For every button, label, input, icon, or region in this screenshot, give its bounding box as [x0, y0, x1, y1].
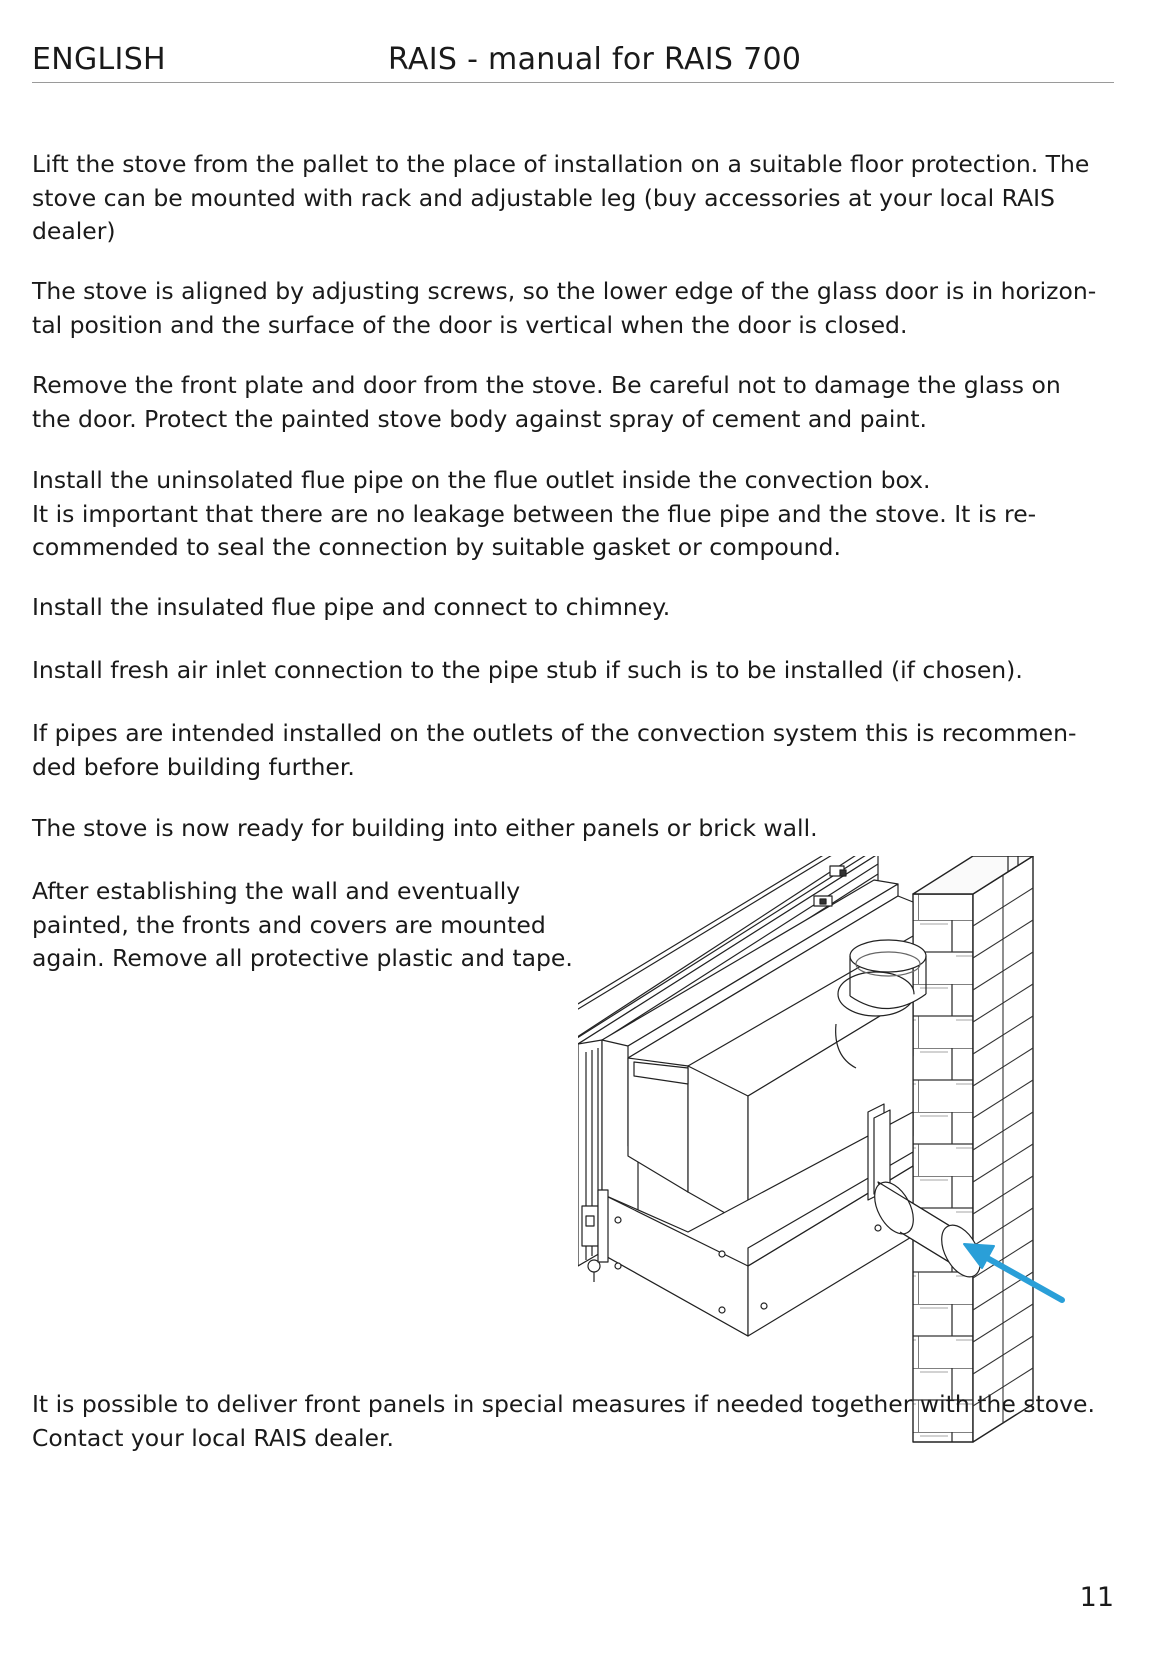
paragraph-line: The stove is aligned by adjusting screws, so the lower edge of the glass door is in horizon- — [32, 277, 1097, 305]
paragraph-line: Lift the stove from the pallet to the place of installation on a suitable floor protection. The — [32, 150, 1090, 178]
paragraph-line: tal position and the surface of the door is vertical when the door is closed. — [32, 310, 908, 339]
paragraph-line: The stove is now ready for building into either panels or brick wall. — [32, 814, 818, 842]
header-language: ENGLISH — [32, 42, 166, 77]
paragraph-flue-pipe — [32, 464, 1036, 565]
paragraph-fronts — [32, 875, 573, 976]
brick-wall — [913, 856, 1033, 1442]
paragraph-line: It is important that there are no leakage between the flue pipe and the stove. It is re- — [32, 499, 1037, 528]
paragraph-line: If pipes are intended installed on the outlets of the convection system this is recommen- — [32, 719, 1077, 747]
paragraph-align-stove — [32, 275, 1096, 342]
paragraph-line: Remove the front plate and door from the stove. Be careful not to damage the glass on — [32, 371, 1061, 399]
paragraph-line: ded before building further. — [32, 752, 355, 781]
paragraph-line: dealer) — [32, 217, 116, 245]
paragraph-line: Contact your local RAIS dealer. — [32, 1423, 394, 1452]
paragraph-fresh-air — [32, 654, 1023, 688]
paragraph-remove-front — [32, 369, 1061, 436]
paragraph-line: commended to seal the connection by suitable gasket or compound. — [32, 533, 841, 561]
paragraph-insulated-pipe — [32, 591, 670, 625]
paragraph-lift-stove — [32, 148, 1089, 249]
paragraph-line: After establishing the wall and eventually — [32, 877, 521, 905]
paragraph-line: again. Remove all protective plastic and tape. — [32, 944, 573, 972]
paragraph-line: Install fresh air inlet connection to the pipe stub if such is to be installed (if chosen). — [32, 656, 1023, 684]
paragraph-line: Install the insulated flue pipe and connect to chimney. — [32, 593, 671, 621]
paragraph-line: painted, the fronts and covers are mounted — [32, 910, 546, 939]
page-number: 11 — [1079, 1582, 1114, 1613]
paragraph-convection-pipes — [32, 717, 1076, 784]
paragraph-line: stove can be mounted with rack and adjustable leg (buy accessories at your local RAIS — [32, 183, 1055, 212]
paragraph-line: Install the uninsolated flue pipe on the flue outlet inside the convection box. — [32, 466, 931, 494]
page-header — [32, 40, 1114, 83]
paragraph-front-panels — [32, 1388, 1095, 1455]
paragraph-ready — [32, 812, 818, 846]
stove-installation-illustration — [578, 856, 1118, 1446]
paragraph-line: the door. Protect the painted stove body against spray of cement and paint. — [32, 404, 928, 433]
header-title: RAIS - manual for RAIS 700 — [388, 42, 802, 77]
paragraph-line: It is possible to deliver front panels in special measures if needed together with the stove. — [32, 1390, 1095, 1418]
